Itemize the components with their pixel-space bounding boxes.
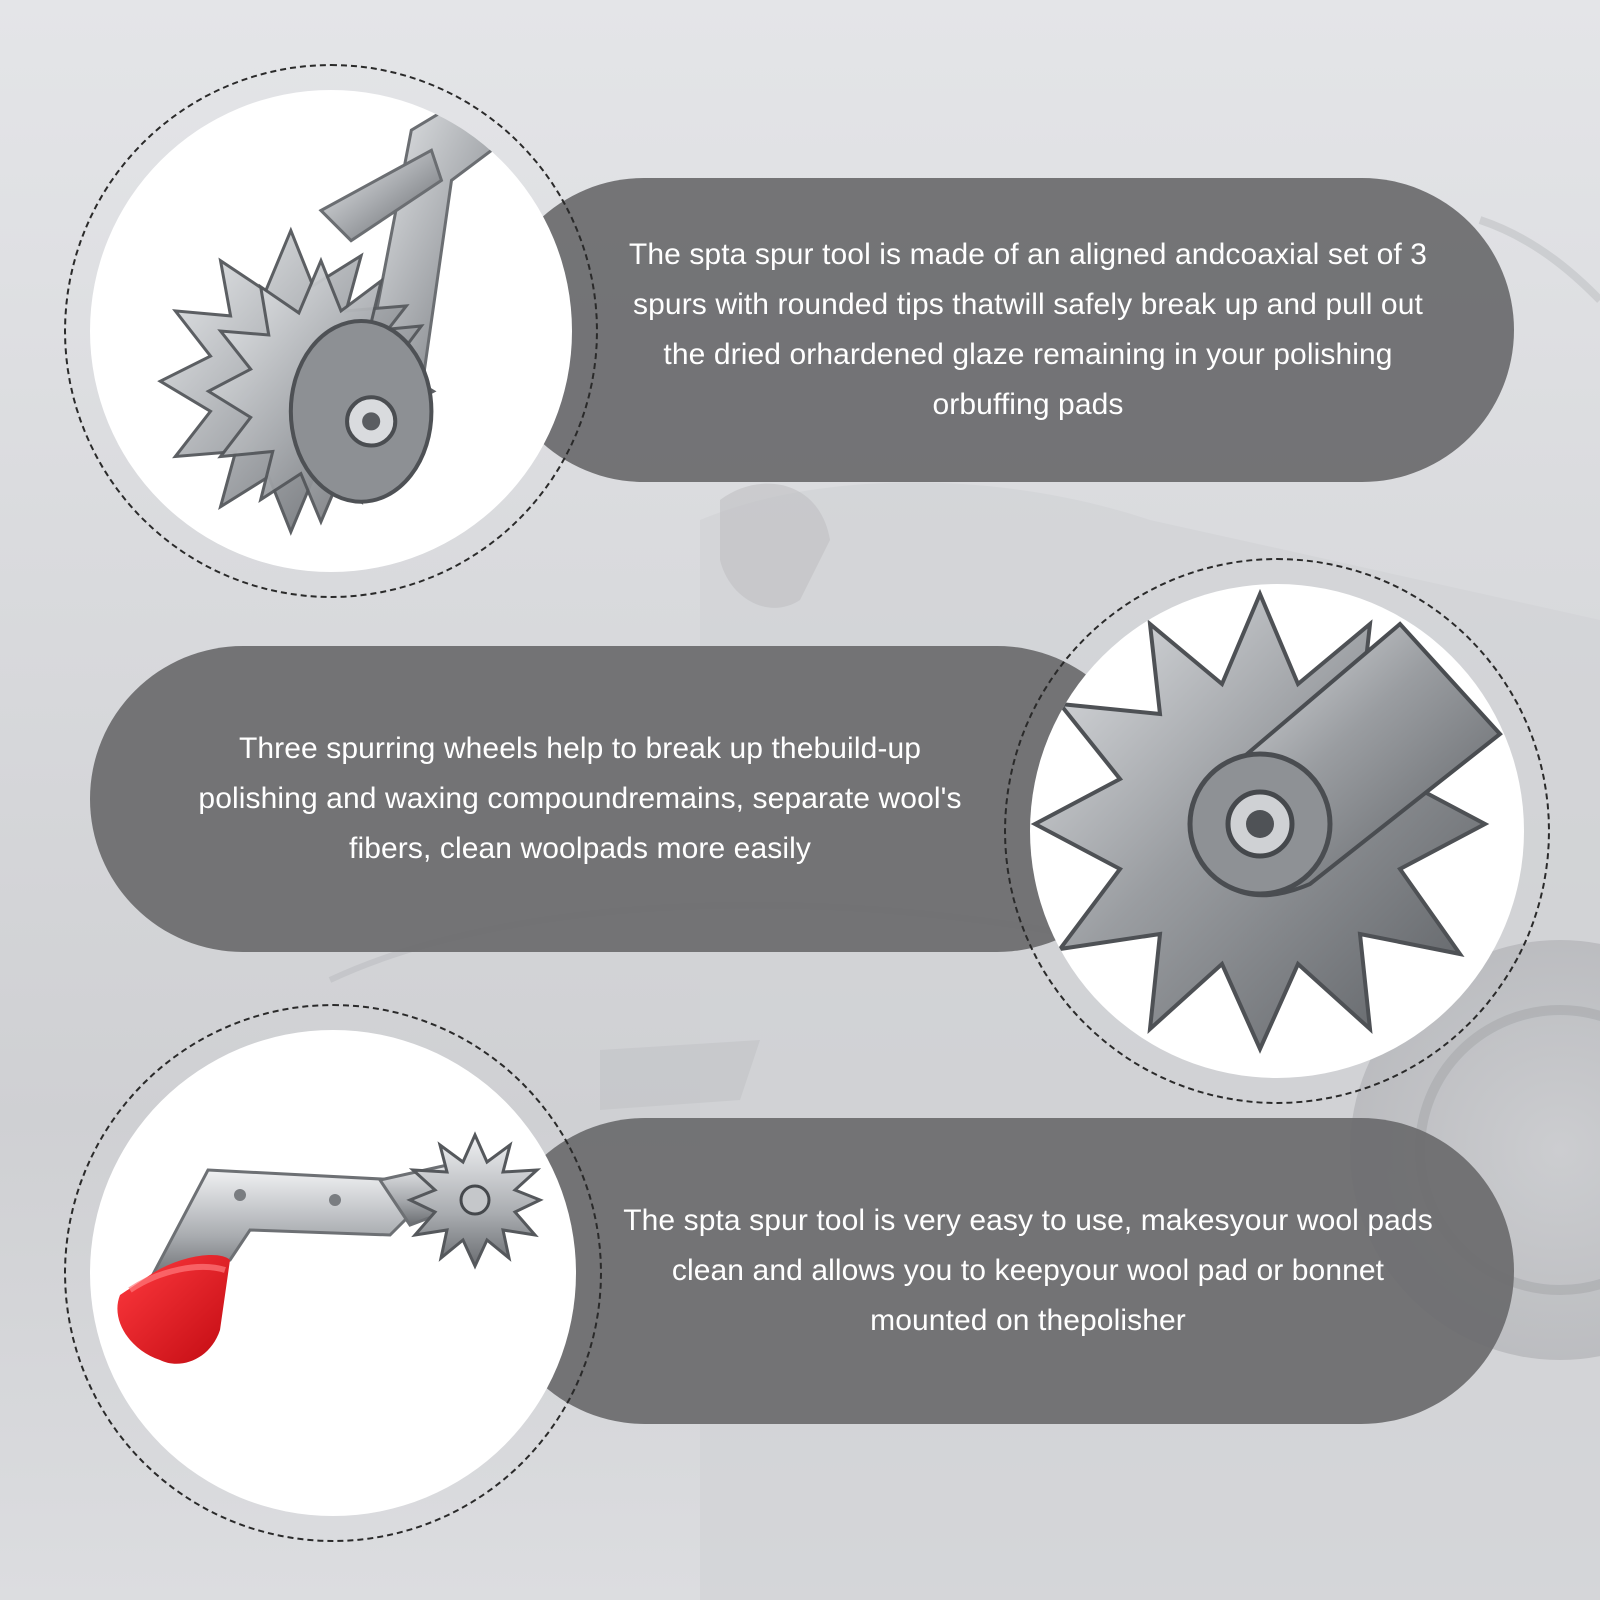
feature-panel-aligned-spurs: [492, 178, 1514, 482]
spur-tool-red-handle-image: [90, 1030, 576, 1516]
spur-wheels-closeup-image: [90, 90, 572, 572]
feature-text-2: Three spurring wheels help to break up thebuild-up polishing and waxing compoundremains, separate wool's fibers, clean woolpads more easily: [198, 732, 962, 865]
feature-text-1: The spta spur tool is made of an aligned andcoaxial set of 3 spurs with rounded tips thatwill safely break up and pull out the dried orhardened glaze remaining in your polishing orbuffing pads: [628, 238, 1428, 421]
feature-panel-easy-to-use: [492, 1118, 1514, 1424]
feature-panel-spurring-wheels: [90, 646, 1150, 952]
single-spur-wheel-image: [1030, 584, 1524, 1078]
feature-text-3: The spta spur tool is very easy to use, makesyour wool pads clean and allows you to keepyour wool pad or bonnet mounted on thepolisher: [623, 1204, 1433, 1337]
